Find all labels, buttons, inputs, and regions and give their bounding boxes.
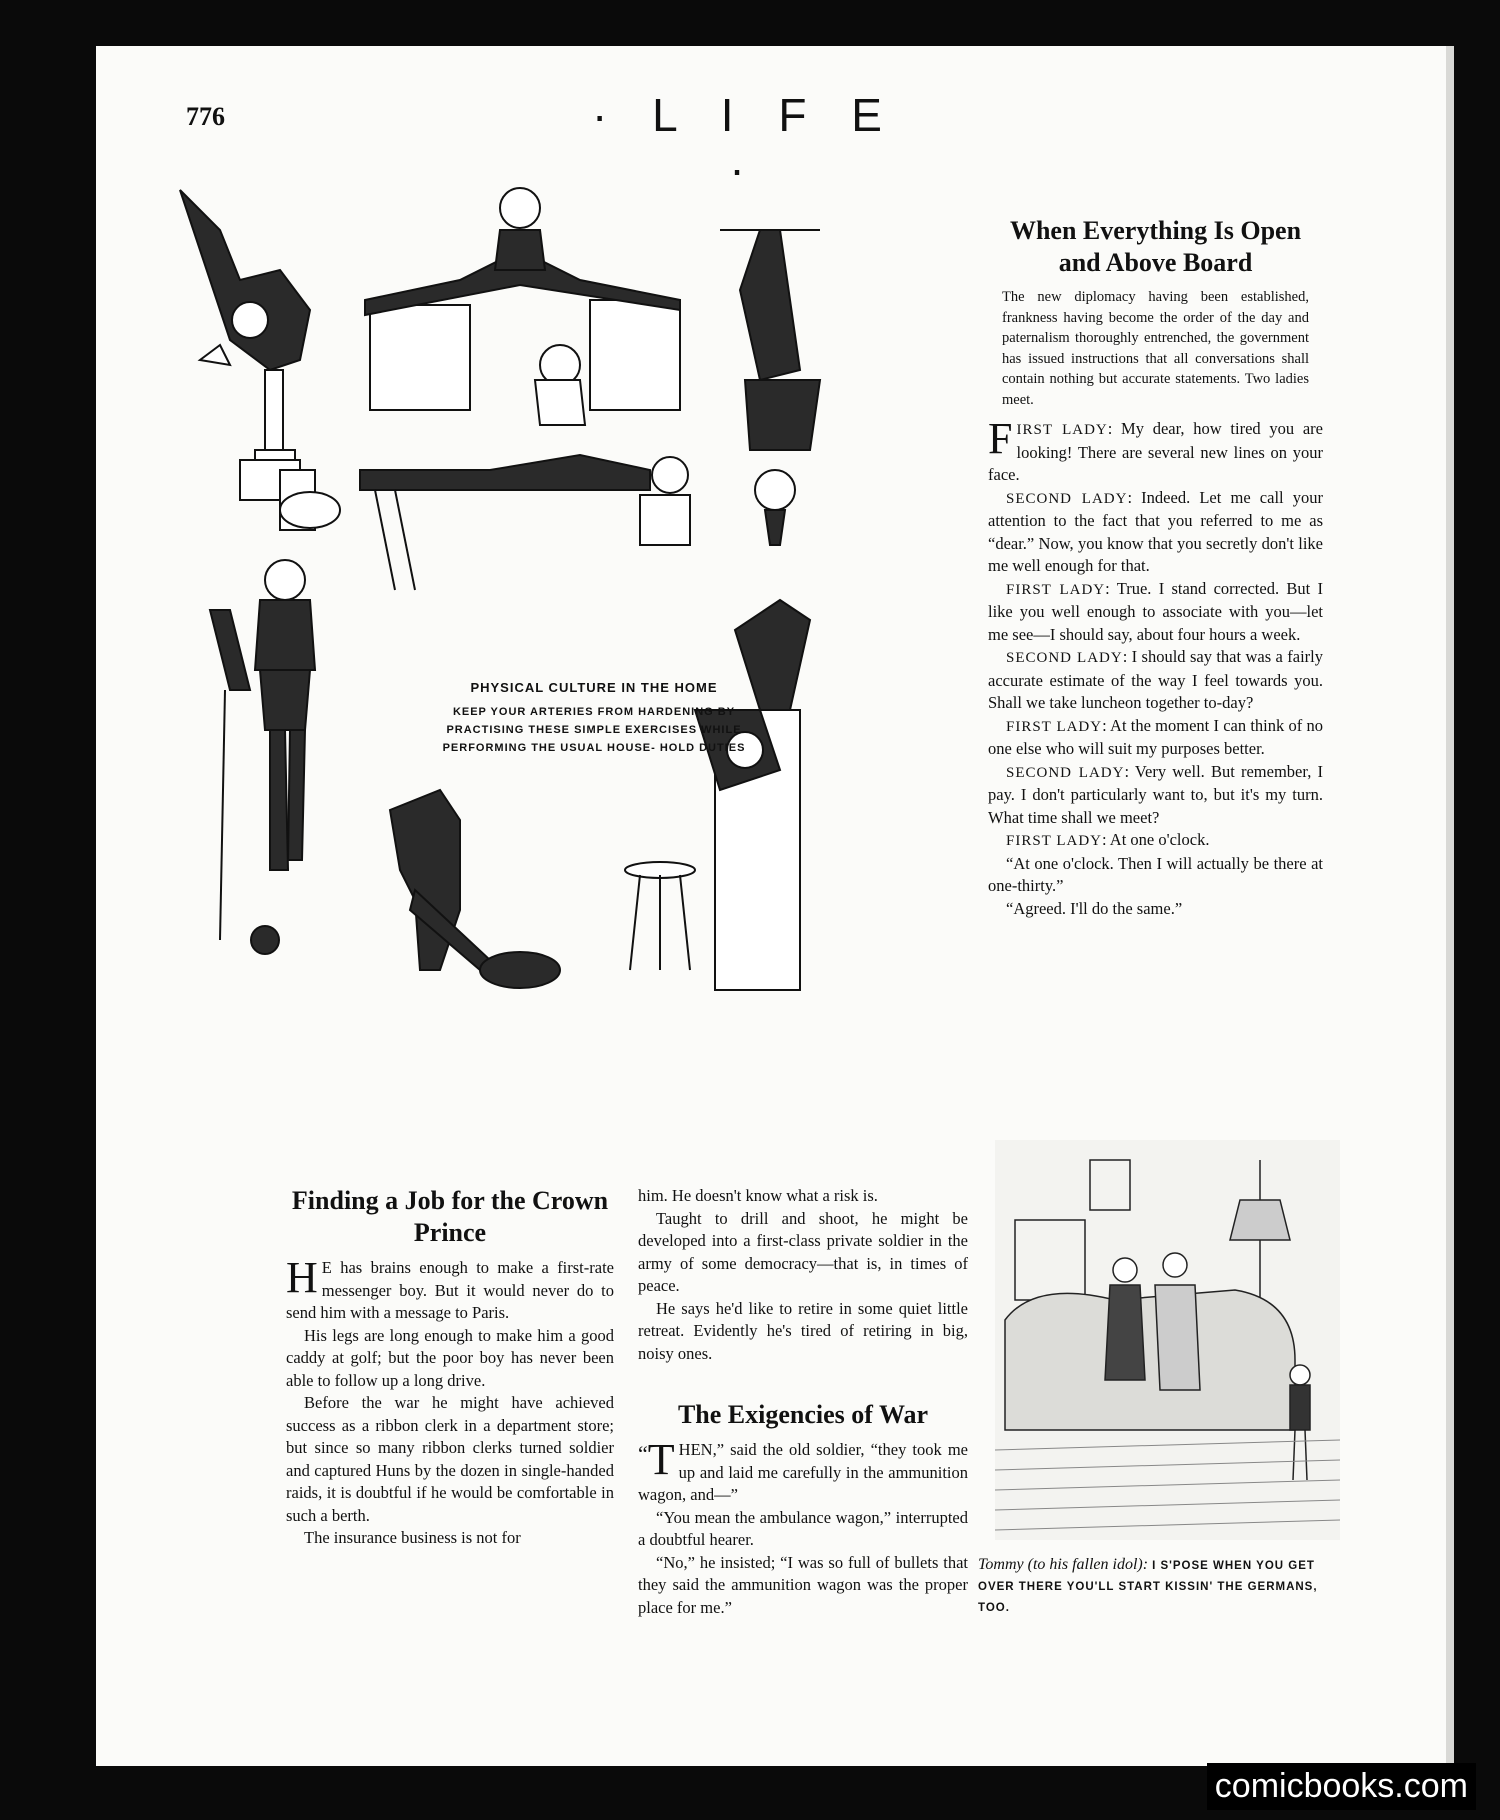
crown-paragraph-6: Taught to drill and shoot, he might be developed into a first-class private soldier in the army of some democracy—that is, in times of peace. — [638, 1208, 968, 1295]
dialogue-text: : Very well. But remember, I pay. I don't particularly want to, but it's my turn. What time shall we meet? — [988, 761, 1323, 827]
article-war-title: The Exigencies of War — [677, 1400, 929, 1429]
crown-paragraph-1-text: E has brains enough to make a first-rate messenger boy. But it would never do to send him with a message to Paris. — [286, 1258, 614, 1322]
article-crown-prince-col2 — [638, 1185, 968, 1619]
article-open-intro: The new diplomacy having been established, frankness having become the order of the day and paternalism thoroughly entrenched, the government has issued instructions that all conversations shall contain nothing but accurate statements. Two ladies meet. — [1002, 289, 1309, 408]
war-paragraph-2: “You mean the ambulance wagon,” interrupted a doubtful hearer. — [638, 1507, 968, 1549]
illustration-caption-text: KEEP YOUR ARTERIES FROM HARDENING BY PRACTISING THESE SIMPLE EXERCISES WHILE PERFORMING THE USUAL HOUSE- HOLD DUTIES — [442, 706, 746, 754]
crown-paragraph-1 — [286, 1253, 614, 1325]
speaker-label: FIRST LADY — [1006, 833, 1102, 849]
article-open-above-board — [988, 215, 1323, 920]
dialogue-line-3 — [988, 578, 1323, 647]
crown-paragraph-2: His legs are long enough to make him a good caddy at golf; but the poor boy has never been able to follow up a long drive. — [286, 1325, 614, 1390]
speaker-label: FIRST LADY — [1006, 718, 1103, 735]
closing-line-2: “Agreed. I'll do the same.” — [1006, 898, 1183, 918]
article-open-title: When Everything Is Open and Above Board — [1009, 216, 1302, 277]
cartoon-caption — [978, 1555, 1338, 1618]
illustration-caption-title: PHYSICAL CULTURE IN THE HOME — [470, 680, 718, 695]
dialogue-line-1 — [988, 414, 1323, 487]
figure-splits — [365, 188, 680, 410]
cartoon-illustration — [995, 1140, 1340, 1540]
figure-piano — [695, 600, 810, 990]
dialogue-text: : I should say that was a fairly accurate estimate of the way I feel towards you. Shall we take luncheon together to-day? — [988, 647, 1323, 712]
article-crown-title: Finding a Job for the Crown Prince — [291, 1186, 609, 1247]
masthead: · L I F E · — [592, 89, 898, 195]
figure-contortionist — [180, 190, 310, 470]
dialogue-text: : At the moment I can think of no one else who will suit my purposes better. — [988, 715, 1323, 758]
dialogue-text: : True. I stand corrected. But I like you well enough to associate with you—let me see—I should say, about four hours a week. — [988, 578, 1323, 644]
figure-mantel — [240, 460, 340, 530]
speaker-label: SECOND LADY — [1006, 490, 1128, 507]
dialogue-line-4 — [988, 646, 1323, 715]
speaker-label: SECOND LADY — [1006, 650, 1123, 666]
speaker-label: IRST LADY — [1016, 422, 1108, 438]
crown-paragraph-7: He says he'd like to retire in some quiet little retreat. Evidently he's tired of retiring in big, noisy ones. — [638, 1298, 968, 1363]
figure-stool — [625, 862, 695, 970]
dropcap-f: F — [988, 414, 1013, 463]
dialogue-line-7 — [988, 829, 1323, 853]
physical-culture-illustration — [160, 170, 940, 1170]
page-number: 776 — [186, 102, 225, 131]
figure-knitting — [210, 560, 315, 954]
dialogue-line-5 — [988, 715, 1323, 761]
war-open-quote: “ — [638, 1441, 648, 1466]
dropcap-t: T — [647, 1435, 675, 1484]
cartoon-caption-text: I S'POSE WHEN YOU GET OVER THERE YOU'LL START KISSIN' THE GERMANS, TOO. — [978, 1560, 1318, 1614]
speaker-label: FIRST LADY — [1006, 581, 1106, 598]
dialogue-text: : At one o'clock. — [1102, 830, 1210, 849]
figure-hanging — [720, 230, 820, 545]
figure-bending — [390, 790, 560, 988]
dialogue-line-6 — [988, 761, 1323, 830]
dialogue-text: : Indeed. Let me call your attention to the fact that you referred to me as “dear.” Now, you know that you secretly don't like me well enough for that. — [988, 487, 1324, 575]
dropcap-h: H — [286, 1253, 318, 1302]
illustration-caption — [424, 680, 764, 757]
crown-paragraph-4: The insurance business is not for — [304, 1528, 521, 1547]
article-crown-prince-col1 — [286, 1185, 614, 1550]
war-paragraph-1-text: HEN,” said the old soldier, “they took me up and laid me carefully in the ammunition wagon, and—” — [638, 1440, 968, 1504]
closing-line-1: “At one o'clock. Then I will actually be there at one-thirty.” — [988, 853, 1323, 895]
dialogue-text: : My dear, how tired you are looking! There are several new lines on your face. — [988, 419, 1323, 484]
cartoon-caption-speaker: Tommy (to his fallen idol): — [978, 1556, 1149, 1573]
site-watermark: comicbooks.com — [1207, 1763, 1476, 1810]
war-paragraph-1 — [638, 1435, 968, 1507]
crown-paragraph-5: him. He doesn't know what a risk is. — [638, 1186, 878, 1205]
speaker-label: SECOND LADY — [1006, 764, 1125, 781]
dialogue-line-2 — [988, 487, 1323, 578]
war-paragraph-3: “No,” he insisted; “I was so full of bullets that they said the ammunition wagon was the proper place for me.” — [638, 1552, 968, 1617]
page-edge — [1446, 46, 1454, 1766]
crown-paragraph-3: Before the war he might have achieved success as a ribbon clerk in a department store; but since so many ribbon clerks turned soldier and captured Huns by the dozen in single-handed raids, it is doubtful if he would be comfortable in such a berth. — [286, 1393, 614, 1525]
